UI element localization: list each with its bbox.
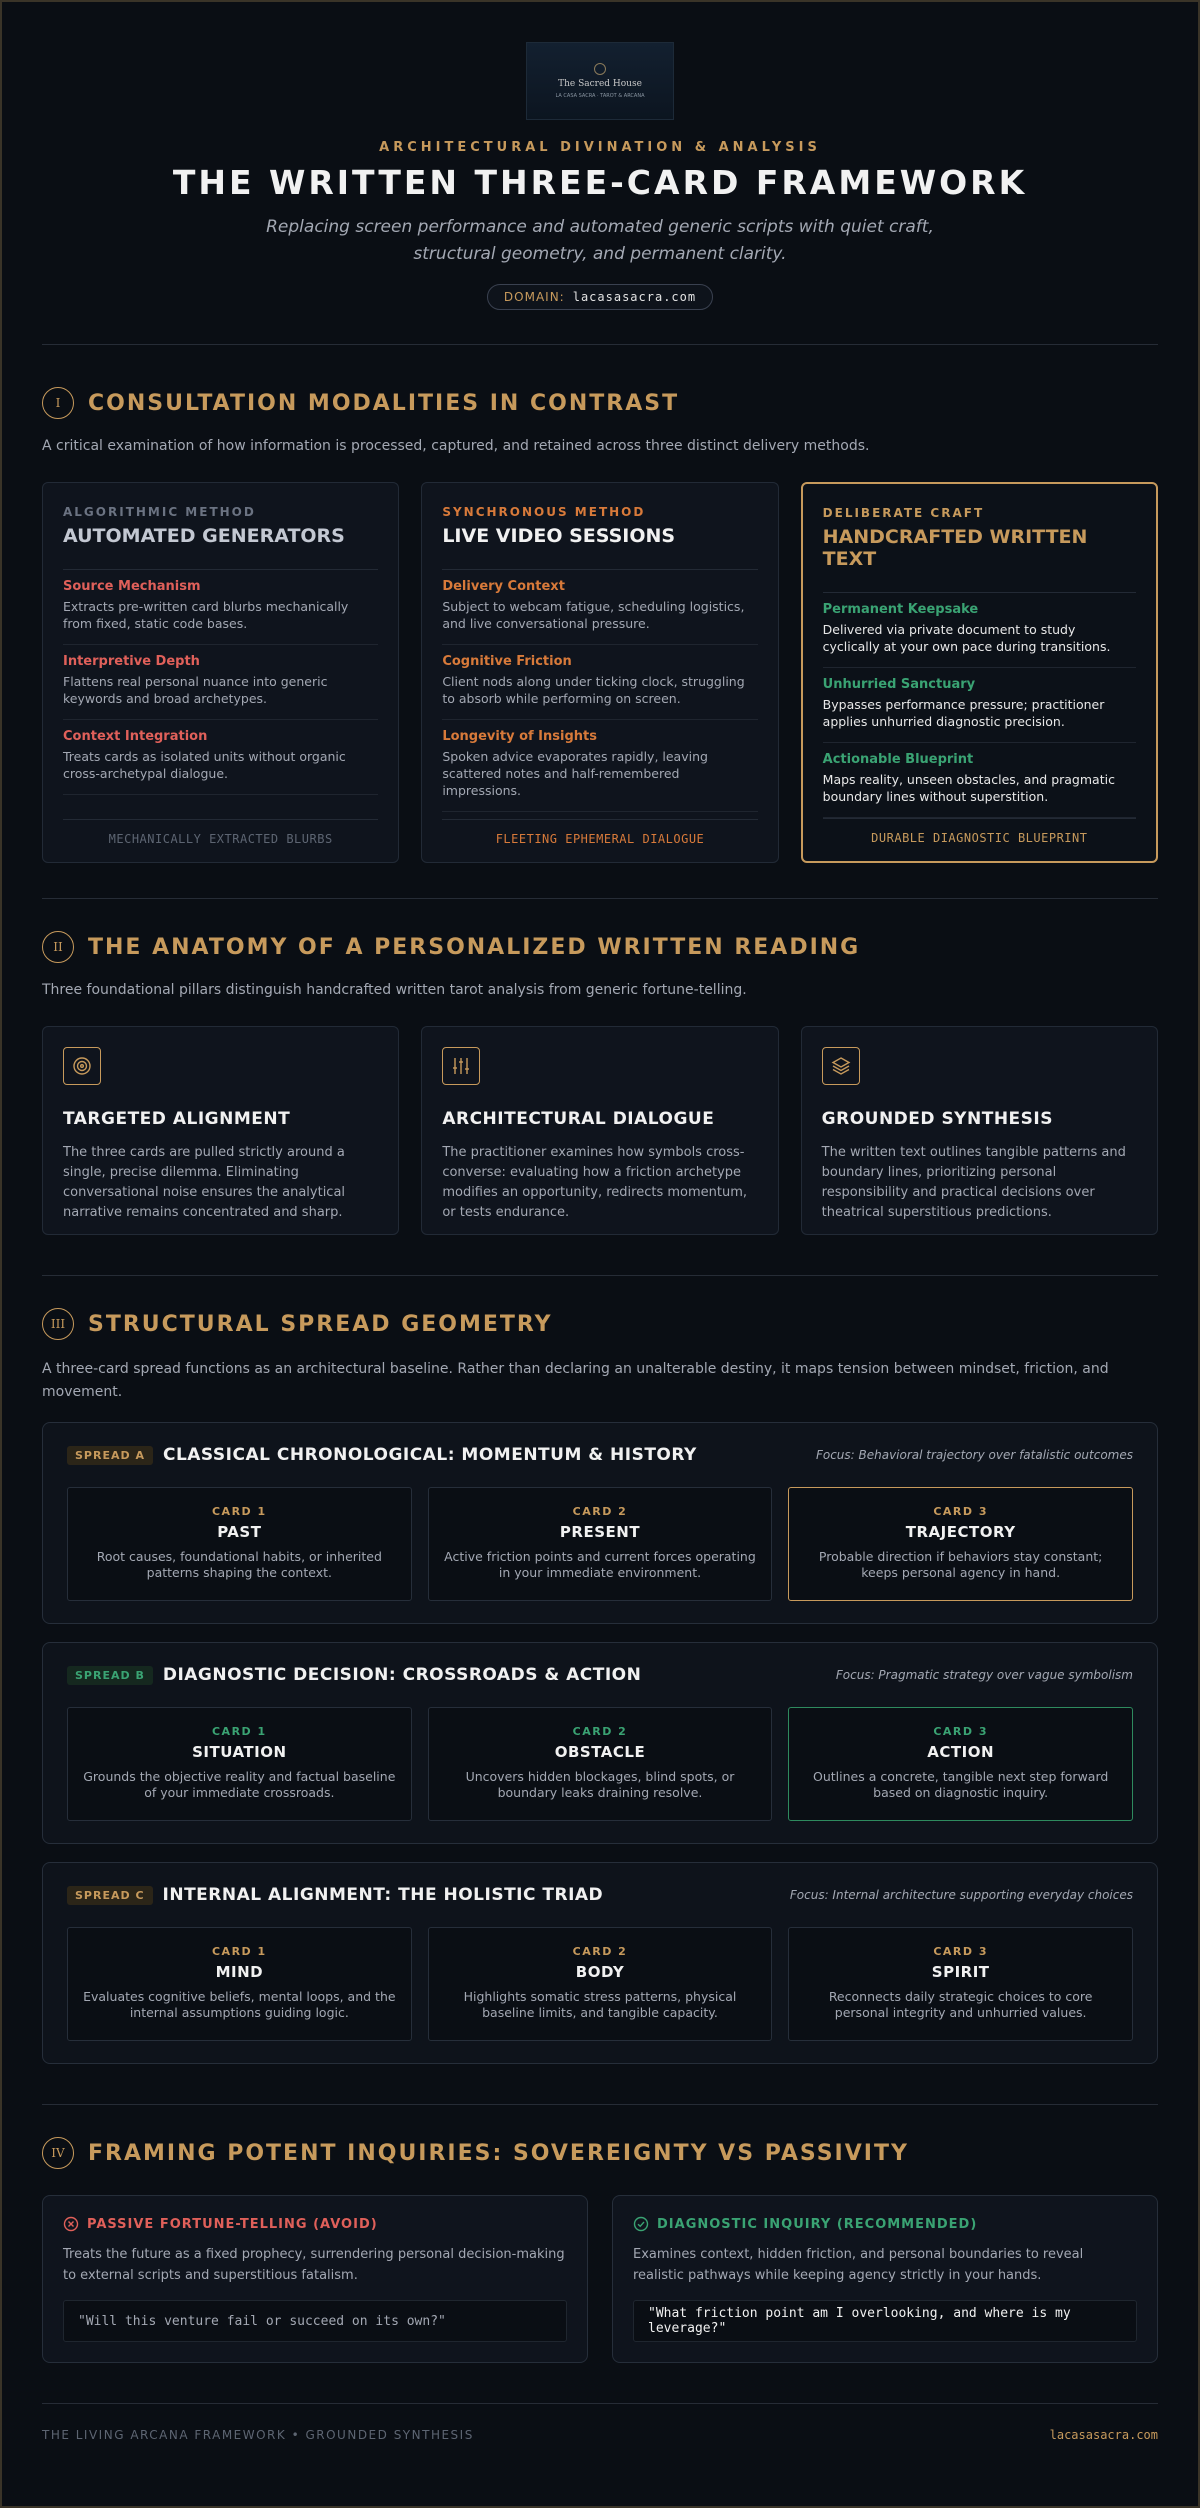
modality-tag: SYNCHRONOUS METHOD xyxy=(442,505,646,519)
modality-row xyxy=(442,645,757,720)
card-title: SITUATION xyxy=(192,1743,287,1761)
card-text: Reconnects daily strategic choices to core personal integrity and unhurried values. xyxy=(828,1989,1093,2020)
spread-title: CLASSICAL CHRONOLOGICAL: MOMENTUM & HISTORY xyxy=(162,1445,697,1465)
spread-card xyxy=(67,1487,412,1601)
section-description: A three-card spread functions as an architectural baseline. Rather than declaring an unalterable destiny, it maps tension between mindset, friction, and movement. xyxy=(42,1361,1109,1400)
spread-card-highlight xyxy=(788,1487,1133,1601)
section-numeral: II xyxy=(42,931,74,963)
spread-card xyxy=(67,1707,412,1821)
spread-b xyxy=(42,1642,1158,1844)
modality-row xyxy=(442,570,757,645)
card-text: Highlights somatic stress patterns, physical baseline limits, and tangible capacity. xyxy=(463,1989,737,2020)
domain-label: DOMAIN: xyxy=(503,290,565,304)
modality-row-text: Delivered via private document to study cyclically at your own pace during transitions. xyxy=(822,622,1111,654)
card-title: SPIRIT xyxy=(931,1963,990,1981)
layers-icon xyxy=(822,1047,860,1085)
header-kicker: ARCHITECTURAL DIVINATION & ANALYSIS xyxy=(379,140,821,155)
modality-cards xyxy=(42,482,1158,858)
diagnostic-inquiry-title: DIAGNOSTIC INQUIRY (RECOMMENDED) xyxy=(657,2216,978,2232)
card-title: PRESENT xyxy=(559,1523,641,1541)
divider xyxy=(42,1275,1158,1276)
modality-row-label: Permanent Keepsake xyxy=(822,602,979,617)
modality-row-label: Delivery Context xyxy=(442,579,565,594)
spread-cards xyxy=(67,1487,1133,1601)
modality-name: LIVE VIDEO SESSIONS xyxy=(442,525,757,570)
modality-name: HANDCRAFTED WRITTEN TEXT xyxy=(823,526,1136,593)
spread-card xyxy=(788,1927,1133,2041)
pillar-title: TARGETED ALIGNMENT xyxy=(63,1109,291,1129)
pillar-title: GROUNDED SYNTHESIS xyxy=(821,1109,1053,1129)
passive-inquiry-card xyxy=(42,2195,588,2363)
inquiry-cards xyxy=(42,2195,1158,2363)
section-heading xyxy=(42,387,1158,419)
section-heading xyxy=(42,1308,1158,1340)
modality-row-label: Interpretive Depth xyxy=(63,654,200,669)
modality-card-synchronous xyxy=(421,482,778,863)
modality-row xyxy=(823,668,1136,743)
card-title: PAST xyxy=(217,1523,262,1541)
divider xyxy=(42,2104,1158,2105)
modality-row-text: Client nods along under ticking clock, struggling to absorb while performing on screen. xyxy=(442,674,745,706)
divider xyxy=(42,898,1158,899)
pillar-cards xyxy=(42,1026,1158,1235)
spread-badge: SPREAD A xyxy=(67,1446,153,1465)
card-number: CARD 1 xyxy=(211,1945,267,1958)
card-text: Probable direction if behaviors stay constant; keeps personal agency in hand. xyxy=(818,1549,1103,1580)
modality-row-text: Treats cards as isolated units without organic cross-archetypal dialogue. xyxy=(63,749,346,781)
spread-focus: Focus: Behavioral trajectory over fatalistic outcomes xyxy=(815,1448,1133,1462)
spread-c xyxy=(42,1862,1158,2064)
section-heading xyxy=(42,931,1158,963)
modality-row-label: Context Integration xyxy=(63,729,208,744)
spread-a xyxy=(42,1422,1158,1624)
modality-row-text: Subject to webcam fatigue, scheduling logistics, and live conversational pressure. xyxy=(442,599,745,631)
section-numeral: I xyxy=(42,387,74,419)
modality-row-label: Source Mechanism xyxy=(63,579,201,594)
pillar-card xyxy=(42,1026,399,1235)
diagnostic-inquiry-header xyxy=(633,2216,1137,2232)
modality-tag: DELIBERATE CRAFT xyxy=(822,506,985,520)
card-title: TRAJECTORY xyxy=(905,1523,1016,1541)
spread-focus: Focus: Internal architecture supporting everyday choices xyxy=(789,1888,1133,1902)
card-number: CARD 2 xyxy=(572,1725,628,1738)
logo-subtitle: LA CASA SACRA · TAROT & ARCANA xyxy=(555,93,645,99)
spread-cards xyxy=(67,1927,1133,2041)
card-title: OBSTACLE xyxy=(554,1743,646,1761)
modality-row xyxy=(63,645,378,720)
diagnostic-inquiry-card xyxy=(612,2195,1158,2363)
modality-row-label: Longevity of Insights xyxy=(442,729,597,744)
modality-footer: MECHANICALLY EXTRACTED BLURBS xyxy=(63,819,378,846)
card-number: CARD 3 xyxy=(933,1505,988,1518)
spread-card xyxy=(428,1487,773,1601)
domain-pill[interactable] xyxy=(487,284,713,310)
pillar-card xyxy=(801,1026,1158,1235)
modality-row xyxy=(63,570,378,645)
card-title: BODY xyxy=(575,1963,625,1981)
spread-card xyxy=(67,1927,412,2041)
check-circle-icon xyxy=(633,2216,649,2232)
modality-row-label: Actionable Blueprint xyxy=(822,752,974,767)
spread-title: INTERNAL ALIGNMENT: THE HOLISTIC TRIAD xyxy=(162,1885,604,1905)
divider xyxy=(42,2403,1158,2404)
x-circle-icon xyxy=(63,2216,79,2232)
modality-tag: ALGORITHMIC METHOD xyxy=(63,505,256,519)
card-number: CARD 1 xyxy=(211,1505,267,1518)
card-text: Uncovers hidden blockages, blind spots, or boundary leaks draining resolve. xyxy=(465,1769,735,1800)
passive-inquiry-text: Treats the future as a fixed prophecy, surrendering personal decision-making to external scripts and superstitious fatalism. xyxy=(63,2247,565,2283)
pillar-card xyxy=(421,1026,778,1235)
card-number: CARD 3 xyxy=(933,1945,988,1958)
card-text: Grounds the objective reality and factual baseline of your immediate crossroads. xyxy=(83,1769,396,1800)
card-number: CARD 1 xyxy=(211,1725,267,1738)
section-title: FRAMING POTENT INQUIRIES: SOVEREIGNTY VS PASSIVITY xyxy=(88,2140,909,2166)
card-text: Evaluates cognitive beliefs, mental loops, and the internal assumptions guiding logic. xyxy=(83,1989,396,2020)
spread-title: DIAGNOSTIC DECISION: CROSSROADS & ACTION xyxy=(162,1665,642,1685)
logo-title: The Sacred House xyxy=(558,79,642,89)
diagnostic-inquiry-example: "What friction point am I overlooking, and where is my leverage?" xyxy=(633,2300,1137,2342)
modality-row-label: Cognitive Friction xyxy=(442,654,572,669)
page-subtitle: Replacing screen performance and automated generic scripts with quiet craft, structural geometry, and permanent clarity. xyxy=(266,217,934,264)
section-title: THE ANATOMY OF A PERSONALIZED WRITTEN READING xyxy=(88,934,861,960)
spread-badge: SPREAD B xyxy=(67,1666,153,1685)
footer-domain-link[interactable]: lacasasacra.com xyxy=(1049,2428,1158,2442)
modality-row xyxy=(823,743,1136,818)
card-title: ACTION xyxy=(927,1743,995,1761)
card-text: Active friction points and current forces operating in your immediate environment. xyxy=(444,1549,756,1580)
page-footer xyxy=(42,2428,1158,2442)
section-modalities xyxy=(42,387,1158,858)
spread-card xyxy=(428,1927,773,2041)
section-description: A critical examination of how information is processed, captured, and retained across three distinct delivery methods. xyxy=(42,438,870,454)
modality-row xyxy=(442,720,757,812)
modality-row-text: Flattens real personal nuance into generic keywords and broad archetypes. xyxy=(63,674,328,706)
card-number: CARD 3 xyxy=(933,1725,988,1738)
domain-row xyxy=(42,284,1158,310)
section-title: STRUCTURAL SPREAD GEOMETRY xyxy=(88,1311,553,1337)
passive-inquiry-example: "Will this venture fail or succeed on its own?" xyxy=(63,2300,567,2342)
section-inquiries xyxy=(42,2137,1158,2363)
spread-header xyxy=(67,1665,1133,1685)
section-description: Three foundational pillars distinguish handcrafted written tarot analysis from generic fortune-telling. xyxy=(42,982,747,998)
modality-footer: DURABLE DIAGNOSTIC BLUEPRINT xyxy=(823,818,1136,845)
modality-row xyxy=(823,593,1136,668)
card-title: MIND xyxy=(215,1963,264,1981)
modality-row xyxy=(63,720,378,795)
modality-row-text: Maps reality, unseen obstacles, and pragmatic boundary lines without superstition. xyxy=(822,772,1115,804)
spread-focus: Focus: Pragmatic strategy over vague symbolism xyxy=(835,1668,1133,1682)
pillar-title: ARCHITECTURAL DIALOGUE xyxy=(442,1109,715,1129)
diagnostic-inquiry-text: Examines context, hidden friction, and personal boundaries to reveal realistic pathways while keeping agency strictly in your hands. xyxy=(633,2247,1084,2283)
modality-row-label: Unhurried Sanctuary xyxy=(822,677,976,692)
target-icon xyxy=(63,1047,101,1085)
pillar-text: The practitioner examines how symbols cross-converse: evaluating how a friction archetype modifies an opportunity, redirects momentum, or tests endurance. xyxy=(442,1145,748,1220)
spread-badge: SPREAD C xyxy=(67,1886,153,1905)
modality-row-text: Extracts pre-written card blurbs mechanically from fixed, static code bases. xyxy=(63,599,349,631)
section-anatomy xyxy=(42,931,1158,1235)
modality-footer: FLEETING EPHEMERAL DIALOGUE xyxy=(442,819,757,846)
passive-inquiry-header xyxy=(63,2216,567,2232)
modality-card-algorithmic xyxy=(42,482,399,863)
section-numeral: III xyxy=(42,1308,74,1340)
section-heading xyxy=(42,2137,1158,2169)
card-number: CARD 2 xyxy=(572,1505,628,1518)
passive-inquiry-title: PASSIVE FORTUNE-TELLING (AVOID) xyxy=(87,2216,378,2232)
modality-name: AUTOMATED GENERATORS xyxy=(63,525,378,570)
footer-tagline: THE LIVING ARCANA FRAMEWORK • GROUNDED SYNTHESIS xyxy=(42,2428,474,2442)
spread-header xyxy=(67,1885,1133,1905)
card-number: CARD 2 xyxy=(572,1945,628,1958)
modality-row-text: Bypasses performance pressure; practitioner applies unhurried diagnostic precision. xyxy=(822,697,1105,729)
card-text: Root causes, foundational habits, or inherited patterns shaping the context. xyxy=(96,1549,382,1580)
divider xyxy=(42,344,1158,345)
section-numeral: IV xyxy=(42,2137,74,2169)
logo-mark-icon xyxy=(594,63,606,75)
pillar-text: The three cards are pulled strictly around a single, precise dilemma. Eliminating conversational noise ensures the analytical narrative remains concentrated and sharp. xyxy=(63,1145,346,1220)
spread-card xyxy=(428,1707,773,1821)
domain-value: lacasasacra.com xyxy=(572,290,697,304)
spread-cards xyxy=(67,1707,1133,1821)
card-text: Outlines a concrete, tangible next step forward based on diagnostic inquiry. xyxy=(813,1769,1109,1800)
spread-header xyxy=(67,1445,1133,1465)
spread-card-highlight xyxy=(788,1707,1133,1821)
pillar-text: The written text outlines tangible patterns and boundary lines, prioritizing personal responsibility and practical decisions over theatrical superstitious predictions. xyxy=(821,1145,1126,1220)
section-spreads xyxy=(42,1308,1158,2064)
modality-row-text: Spoken advice evaporates rapidly, leaving scattered notes and half-remembered impressions. xyxy=(442,749,708,798)
page-title: THE WRITTEN THREE-CARD FRAMEWORK xyxy=(172,163,1028,202)
sliders-icon xyxy=(442,1047,480,1085)
modality-card-deliberate xyxy=(801,482,1158,863)
logo-image xyxy=(526,42,674,120)
section-title: CONSULTATION MODALITIES IN CONTRAST xyxy=(88,390,680,416)
